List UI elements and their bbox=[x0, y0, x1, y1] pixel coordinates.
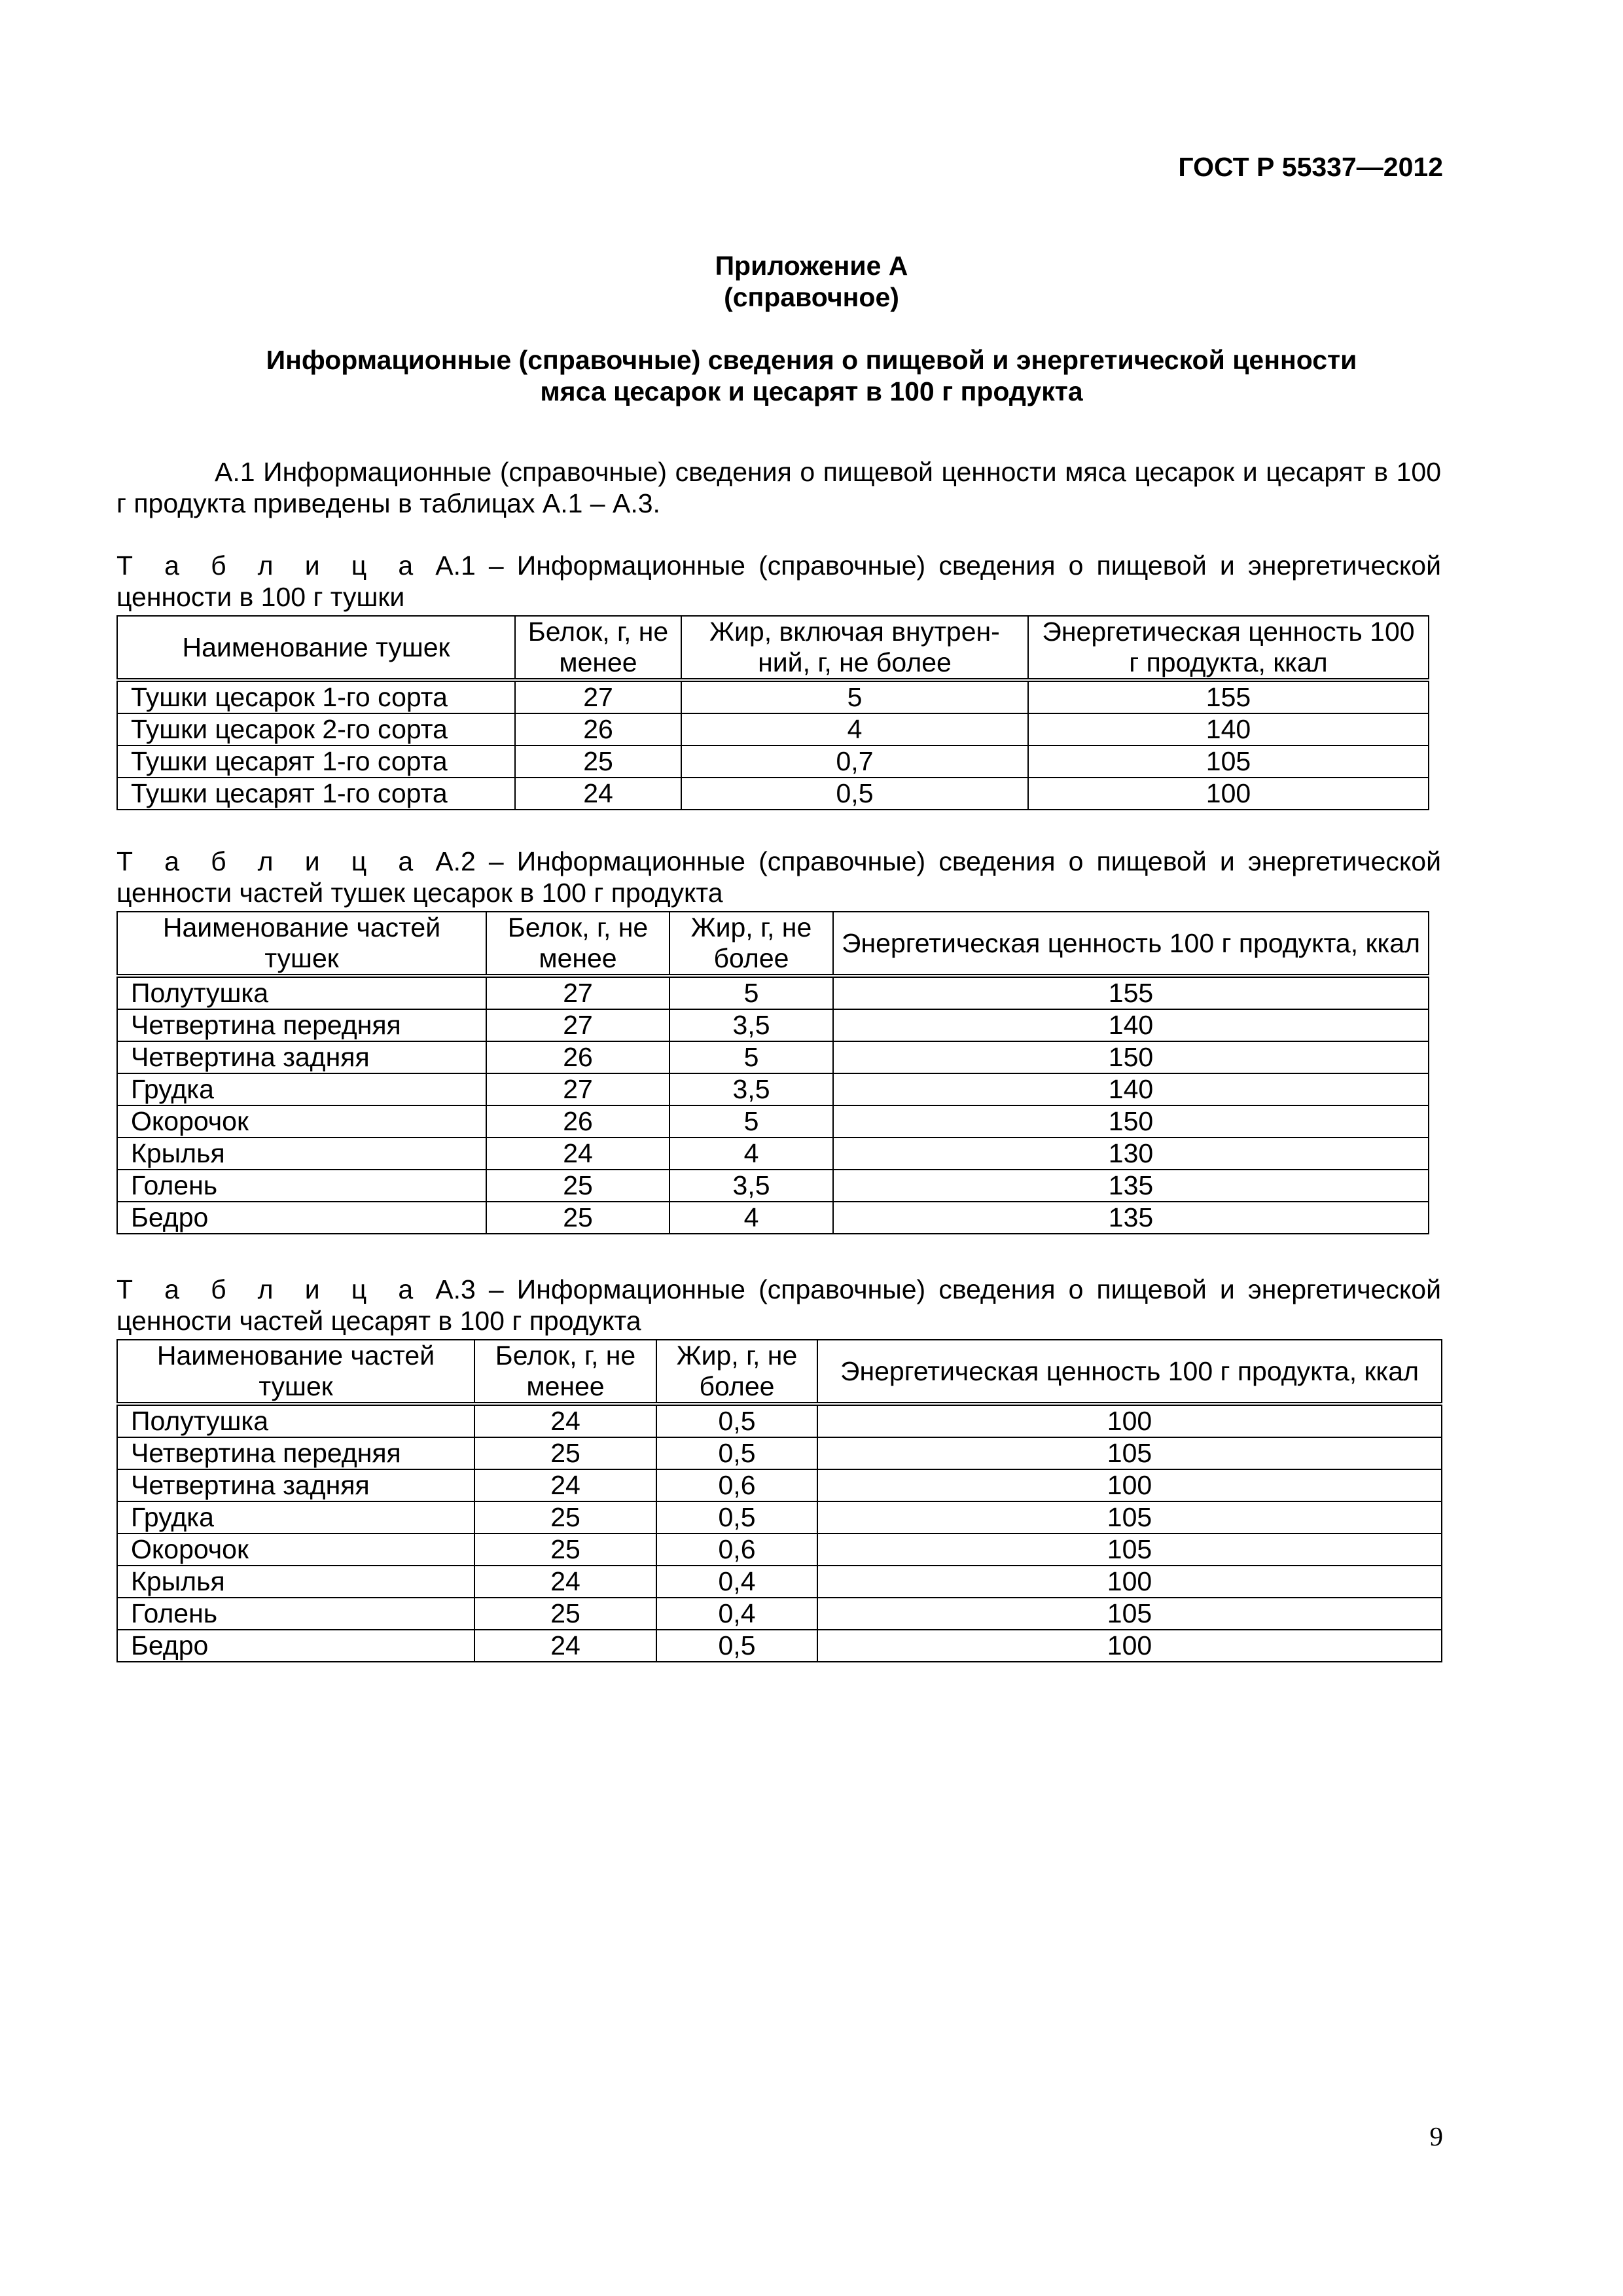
table2-caption-text: А.2 – Информационные (справочные) сведения о пищевой и энергетической ценности частей тушек цесарок в 100 г продукта bbox=[116, 846, 1441, 908]
table2-caption bbox=[116, 846, 1441, 908]
table3 bbox=[116, 1339, 1442, 1662]
cell-protein: 24 bbox=[474, 1404, 656, 1437]
table3-header-fat: Жир, г, не более bbox=[656, 1340, 817, 1404]
table3-caption bbox=[116, 1274, 1441, 1336]
cell-energy: 100 bbox=[817, 1630, 1442, 1662]
cell-energy: 100 bbox=[1028, 778, 1429, 810]
cell-fat: 4 bbox=[669, 1138, 833, 1170]
cell-name: Голень bbox=[117, 1170, 486, 1202]
cell-energy: 135 bbox=[833, 1202, 1429, 1234]
cell-energy: 105 bbox=[817, 1501, 1442, 1534]
cell-name: Тушки цесарок 1-го сорта bbox=[117, 680, 515, 713]
appendix-heading-line2: мяса цесарок и цесарят в 100 г продукта bbox=[540, 376, 1083, 406]
cell-protein: 24 bbox=[474, 1469, 656, 1501]
cell-name: Окорочок bbox=[117, 1534, 474, 1566]
table2-label: Т а б л и ц а bbox=[116, 846, 423, 876]
cell-name: Бедро bbox=[117, 1630, 474, 1662]
table-row bbox=[117, 1138, 1429, 1170]
cell-protein: 25 bbox=[515, 745, 681, 778]
cell-protein: 25 bbox=[474, 1501, 656, 1534]
cell-name: Тушки цесарят 1-го сорта bbox=[117, 745, 515, 778]
cell-protein: 27 bbox=[486, 1073, 669, 1105]
table1-caption bbox=[116, 550, 1441, 613]
table-row bbox=[117, 1170, 1429, 1202]
cell-name: Крылья bbox=[117, 1138, 486, 1170]
table-row bbox=[117, 1073, 1429, 1105]
cell-fat: 4 bbox=[669, 1202, 833, 1234]
table1-caption-text: А.1 – Информационные (справочные) сведения о пищевой и энергетической ценности в 100 г тушки bbox=[116, 550, 1441, 612]
cell-protein: 24 bbox=[474, 1566, 656, 1598]
table2-header-protein: Белок, г, не менее bbox=[486, 912, 669, 976]
cell-protein: 27 bbox=[486, 1009, 669, 1041]
cell-fat: 0,6 bbox=[656, 1469, 817, 1501]
cell-fat: 5 bbox=[681, 680, 1028, 713]
cell-protein: 25 bbox=[474, 1598, 656, 1630]
table-row bbox=[117, 1202, 1429, 1234]
cell-energy: 135 bbox=[833, 1170, 1429, 1202]
table-row bbox=[117, 976, 1429, 1009]
table-row bbox=[117, 1630, 1442, 1662]
cell-protein: 27 bbox=[486, 976, 669, 1009]
table-row bbox=[117, 1598, 1442, 1630]
table-row bbox=[117, 745, 1429, 778]
cell-protein: 24 bbox=[515, 778, 681, 810]
cell-fat: 5 bbox=[669, 1041, 833, 1073]
cell-energy: 105 bbox=[817, 1437, 1442, 1469]
table-row bbox=[117, 1469, 1442, 1501]
cell-energy: 100 bbox=[817, 1469, 1442, 1501]
table2-header-energy: Энергетическая ценность 100 г продукта, ккал bbox=[833, 912, 1429, 976]
cell-energy: 155 bbox=[833, 976, 1429, 1009]
table1-header-name: Наименование тушек bbox=[117, 616, 515, 680]
table1-label: Т а б л и ц а bbox=[116, 550, 423, 581]
table2-body bbox=[117, 976, 1429, 1234]
table3-body bbox=[117, 1404, 1442, 1662]
cell-name: Четвертина задняя bbox=[117, 1041, 486, 1073]
cell-fat: 0,4 bbox=[656, 1566, 817, 1598]
cell-energy: 155 bbox=[1028, 680, 1429, 713]
table1-header-protein: Белок, г, не менее bbox=[515, 616, 681, 680]
cell-energy: 105 bbox=[817, 1598, 1442, 1630]
table2 bbox=[116, 911, 1429, 1234]
cell-fat: 5 bbox=[669, 1105, 833, 1138]
table1-body bbox=[117, 680, 1429, 810]
cell-protein: 25 bbox=[474, 1437, 656, 1469]
table-row bbox=[117, 778, 1429, 810]
table2-header-name: Наименование частей тушек bbox=[117, 912, 486, 976]
cell-protein: 24 bbox=[486, 1138, 669, 1170]
cell-name: Полутушка bbox=[117, 976, 486, 1009]
cell-energy: 100 bbox=[817, 1404, 1442, 1437]
table3-header-row bbox=[117, 1340, 1442, 1404]
cell-energy: 100 bbox=[817, 1566, 1442, 1598]
cell-name: Окорочок bbox=[117, 1105, 486, 1138]
table1-header-energy: Энергетическая ценность 100 г продукта, ккал bbox=[1028, 616, 1429, 680]
standard-number: ГОСТ Р 55337—2012 bbox=[1178, 152, 1443, 182]
cell-energy: 150 bbox=[833, 1041, 1429, 1073]
table3-caption-text: А.3 – Информационные (справочные) сведения о пищевой и энергетической ценности частей цесарят в 100 г продукта bbox=[116, 1274, 1441, 1336]
cell-name: Грудка bbox=[117, 1073, 486, 1105]
cell-fat: 0,5 bbox=[656, 1501, 817, 1534]
table1 bbox=[116, 615, 1429, 810]
cell-protein: 25 bbox=[486, 1202, 669, 1234]
cell-protein: 26 bbox=[486, 1105, 669, 1138]
cell-name: Грудка bbox=[117, 1501, 474, 1534]
cell-name: Бедро bbox=[117, 1202, 486, 1234]
table-row bbox=[117, 1041, 1429, 1073]
appendix-subtitle: (справочное) bbox=[724, 282, 899, 312]
cell-protein: 26 bbox=[515, 713, 681, 745]
cell-protein: 24 bbox=[474, 1630, 656, 1662]
table-row bbox=[117, 1534, 1442, 1566]
cell-protein: 27 bbox=[515, 680, 681, 713]
cell-protein: 26 bbox=[486, 1041, 669, 1073]
cell-name: Полутушка bbox=[117, 1404, 474, 1437]
table-row bbox=[117, 1437, 1442, 1469]
table2-header-fat: Жир, г, не более bbox=[669, 912, 833, 976]
table-row bbox=[117, 1105, 1429, 1138]
cell-protein: 25 bbox=[474, 1534, 656, 1566]
cell-fat: 3,5 bbox=[669, 1073, 833, 1105]
cell-fat: 0,5 bbox=[681, 778, 1028, 810]
cell-fat: 4 bbox=[681, 713, 1028, 745]
cell-name: Четвертина задняя bbox=[117, 1469, 474, 1501]
cell-energy: 140 bbox=[833, 1009, 1429, 1041]
cell-energy: 140 bbox=[833, 1073, 1429, 1105]
table-row bbox=[117, 680, 1429, 713]
cell-fat: 0,5 bbox=[656, 1630, 817, 1662]
cell-energy: 105 bbox=[817, 1534, 1442, 1566]
cell-protein: 25 bbox=[486, 1170, 669, 1202]
cell-energy: 150 bbox=[833, 1105, 1429, 1138]
cell-name: Четвертина передняя bbox=[117, 1009, 486, 1041]
cell-fat: 0,5 bbox=[656, 1437, 817, 1469]
table3-header-name: Наименование частей тушек bbox=[117, 1340, 474, 1404]
table3-header-energy: Энергетическая ценность 100 г продукта, ккал bbox=[817, 1340, 1442, 1404]
intro-paragraph: А.1 Информационные (справочные) сведения о пищевой ценности мяса цесарок и цесарят в 100 г продукта приведены в таблицах А.1 – А.3. bbox=[116, 457, 1441, 518]
table2-header-row bbox=[117, 912, 1429, 976]
cell-name: Крылья bbox=[117, 1566, 474, 1598]
cell-fat: 3,5 bbox=[669, 1170, 833, 1202]
appendix-heading-line1: Информационные (справочные) сведения о пищевой и энергетической ценности bbox=[266, 345, 1357, 375]
table1-header-row bbox=[117, 616, 1429, 680]
cell-energy: 105 bbox=[1028, 745, 1429, 778]
cell-fat: 0,6 bbox=[656, 1534, 817, 1566]
cell-name: Тушки цесарят 1-го сорта bbox=[117, 778, 515, 810]
table-row bbox=[117, 1566, 1442, 1598]
table3-header-protein: Белок, г, не менее bbox=[474, 1340, 656, 1404]
cell-fat: 0,5 bbox=[656, 1404, 817, 1437]
table1-header-fat: Жир, включая внутрен-ний, г, не более bbox=[681, 616, 1028, 680]
cell-fat: 0,4 bbox=[656, 1598, 817, 1630]
appendix-title: Приложение А bbox=[715, 251, 908, 281]
cell-name: Четвертина передняя bbox=[117, 1437, 474, 1469]
table-row bbox=[117, 1501, 1442, 1534]
cell-fat: 0,7 bbox=[681, 745, 1028, 778]
table-row bbox=[117, 713, 1429, 745]
table3-label: Т а б л и ц а bbox=[116, 1274, 423, 1304]
cell-energy: 130 bbox=[833, 1138, 1429, 1170]
cell-name: Голень bbox=[117, 1598, 474, 1630]
page-number: 9 bbox=[1429, 2121, 1443, 2151]
table-row bbox=[117, 1404, 1442, 1437]
table-row bbox=[117, 1009, 1429, 1041]
cell-energy: 140 bbox=[1028, 713, 1429, 745]
cell-name: Тушки цесарок 2-го сорта bbox=[117, 713, 515, 745]
cell-fat: 3,5 bbox=[669, 1009, 833, 1041]
cell-fat: 5 bbox=[669, 976, 833, 1009]
